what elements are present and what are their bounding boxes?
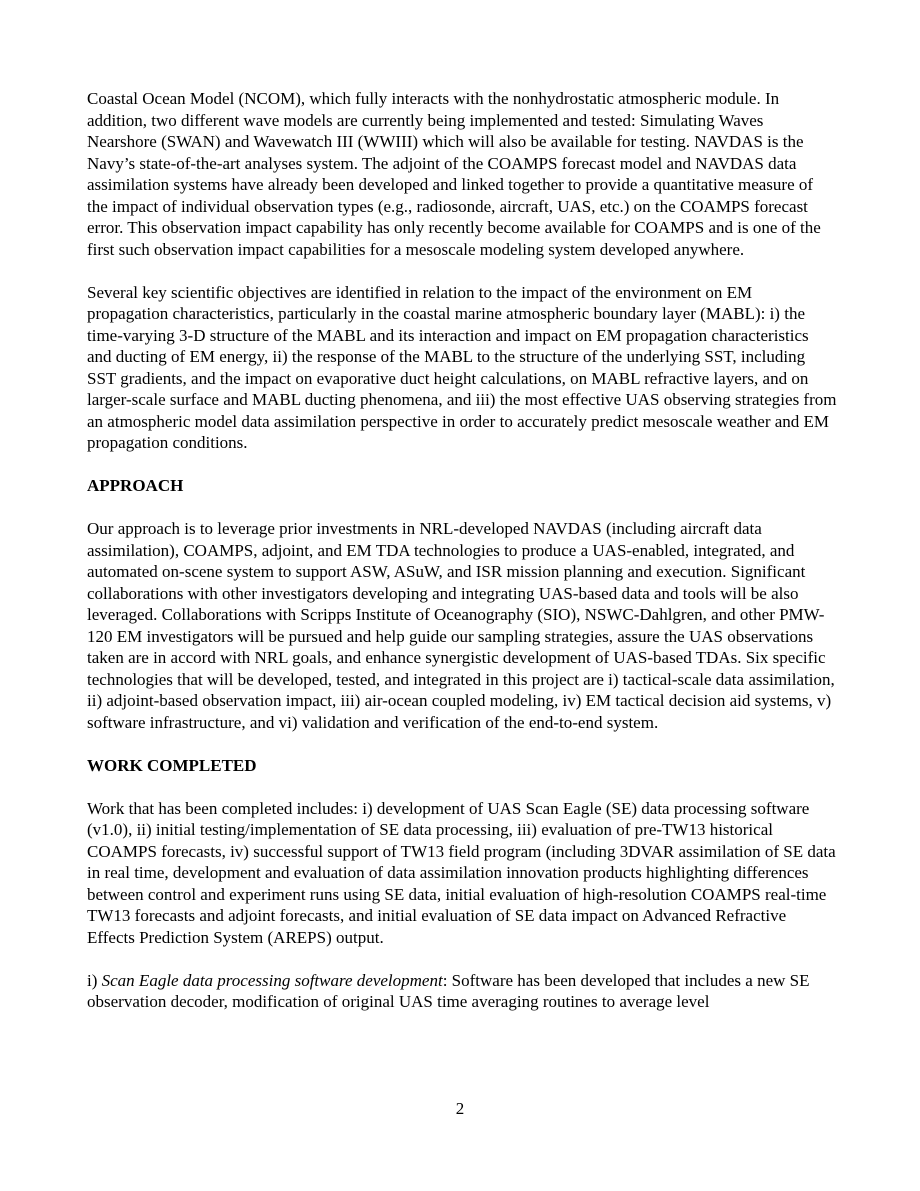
paragraph-scan-eagle bbox=[87, 970, 837, 1013]
paragraph-scan-eagle-text: : Software has been developed that includes a new SE observation decoder, modification of original UAS time averaging routines to average level bbox=[87, 970, 810, 1011]
paragraph-work-completed: Work that has been completed includes: i) development of UAS Scan Eagle (SE) data processing software (v1.0), ii) initial testing/implementation of SE data processing, iii) evaluation of pre-TW13 historical COAMPS forecasts, iv) successful support of TW13 field program (including 3DVAR assimilation of SE data in real time, development and evaluation of data assimilation innovation products highlighting differences between control and experiment runs using SE data, initial evaluation of high-resolution COAMPS real-time TW13 forecasts and adjoint forecasts, and initial evaluation of SE data impact on Advanced Refractive Effects Prediction System (AREPS) output. bbox=[87, 798, 836, 947]
document-body bbox=[87, 88, 837, 1034]
italic-subheading: Scan Eagle data processing software development bbox=[101, 970, 443, 990]
section-heading-work-completed: WORK COMPLETED bbox=[87, 755, 257, 775]
paragraph-objectives: Several key scientific objectives are identified in relation to the impact of the environment on EM propagation characteristics, particularly in the coastal marine atmospheric boundary layer (MABL): i) the time-varying 3-D structure of the MABL and its interaction and impact on EM propagation characteristics and ducting of EM energy, ii) the response of the MABL to the structure of the underlying SST, including SST gradients, and the impact on evaporative duct height calculations, on MABL refractive layers, and on larger-scale surface and MABL ducting phenomena, and iii) the most effective UAS observing strategies from an atmospheric model data assimilation perspective in order to accurately predict mesoscale weather and EM propagation conditions. bbox=[87, 282, 837, 452]
section-heading-approach: APPROACH bbox=[87, 476, 184, 495]
paragraph-ncom-intro: Coastal Ocean Model (NCOM), which fully interacts with the nonhydrostatic atmospheric module. In addition, two different wave models are currently being implemented and tested: Simulating Waves Nearshore (SWAN) and Wavewatch III (WWIII) which will also be available for testing. NAVDAS is the Navy’s state-of-the-art analyses system. The adjoint of the COAMPS forecast model and NAVDAS data assimilation systems have already been developed and linked together to provide a quantitative measure of the impact of individual observation types (e.g., radiosonde, aircraft, UAS, etc.) on the COAMPS forecast error. This observation impact capability has only recently become available for COAMPS and is one of the first such observation impact capabilities for a mesoscale modeling system developed anywhere. bbox=[87, 89, 821, 259]
page-number: 2 bbox=[455, 1099, 465, 1118]
paragraph-approach: Our approach is to leverage prior investments in NRL-developed NAVDAS (including aircraft data assimilation), COAMPS, adjoint, and EM TDA technologies to produce a UAS-enabled, integrated, and automated on-scene system to support ASW, ASuW, and ISR mission planning and execution. Significant collaborations with other investigators developing and integrating UAS-based data and tools will be also leveraged. Collaborations with Scripps Institute of Oceanography (SIO), NSWC-Dahlgren, and other PMW-120 EM investigators will be pursued and help guide our sampling strategies, assure the UAS observations taken are in accord with NRL goals, and enhance synergistic development of UAS-based TDAs. Six specific technologies that will be developed, tested, and integrated in this project are i) tactical-scale data assimilation, ii) adjoint-based observation impact, iii) air-ocean coupled modeling, iv) EM tactical decision aid systems, v) software infrastructure, and vi) validation and verification of the end-to-end system. bbox=[87, 519, 835, 732]
list-marker: i) bbox=[87, 970, 102, 990]
